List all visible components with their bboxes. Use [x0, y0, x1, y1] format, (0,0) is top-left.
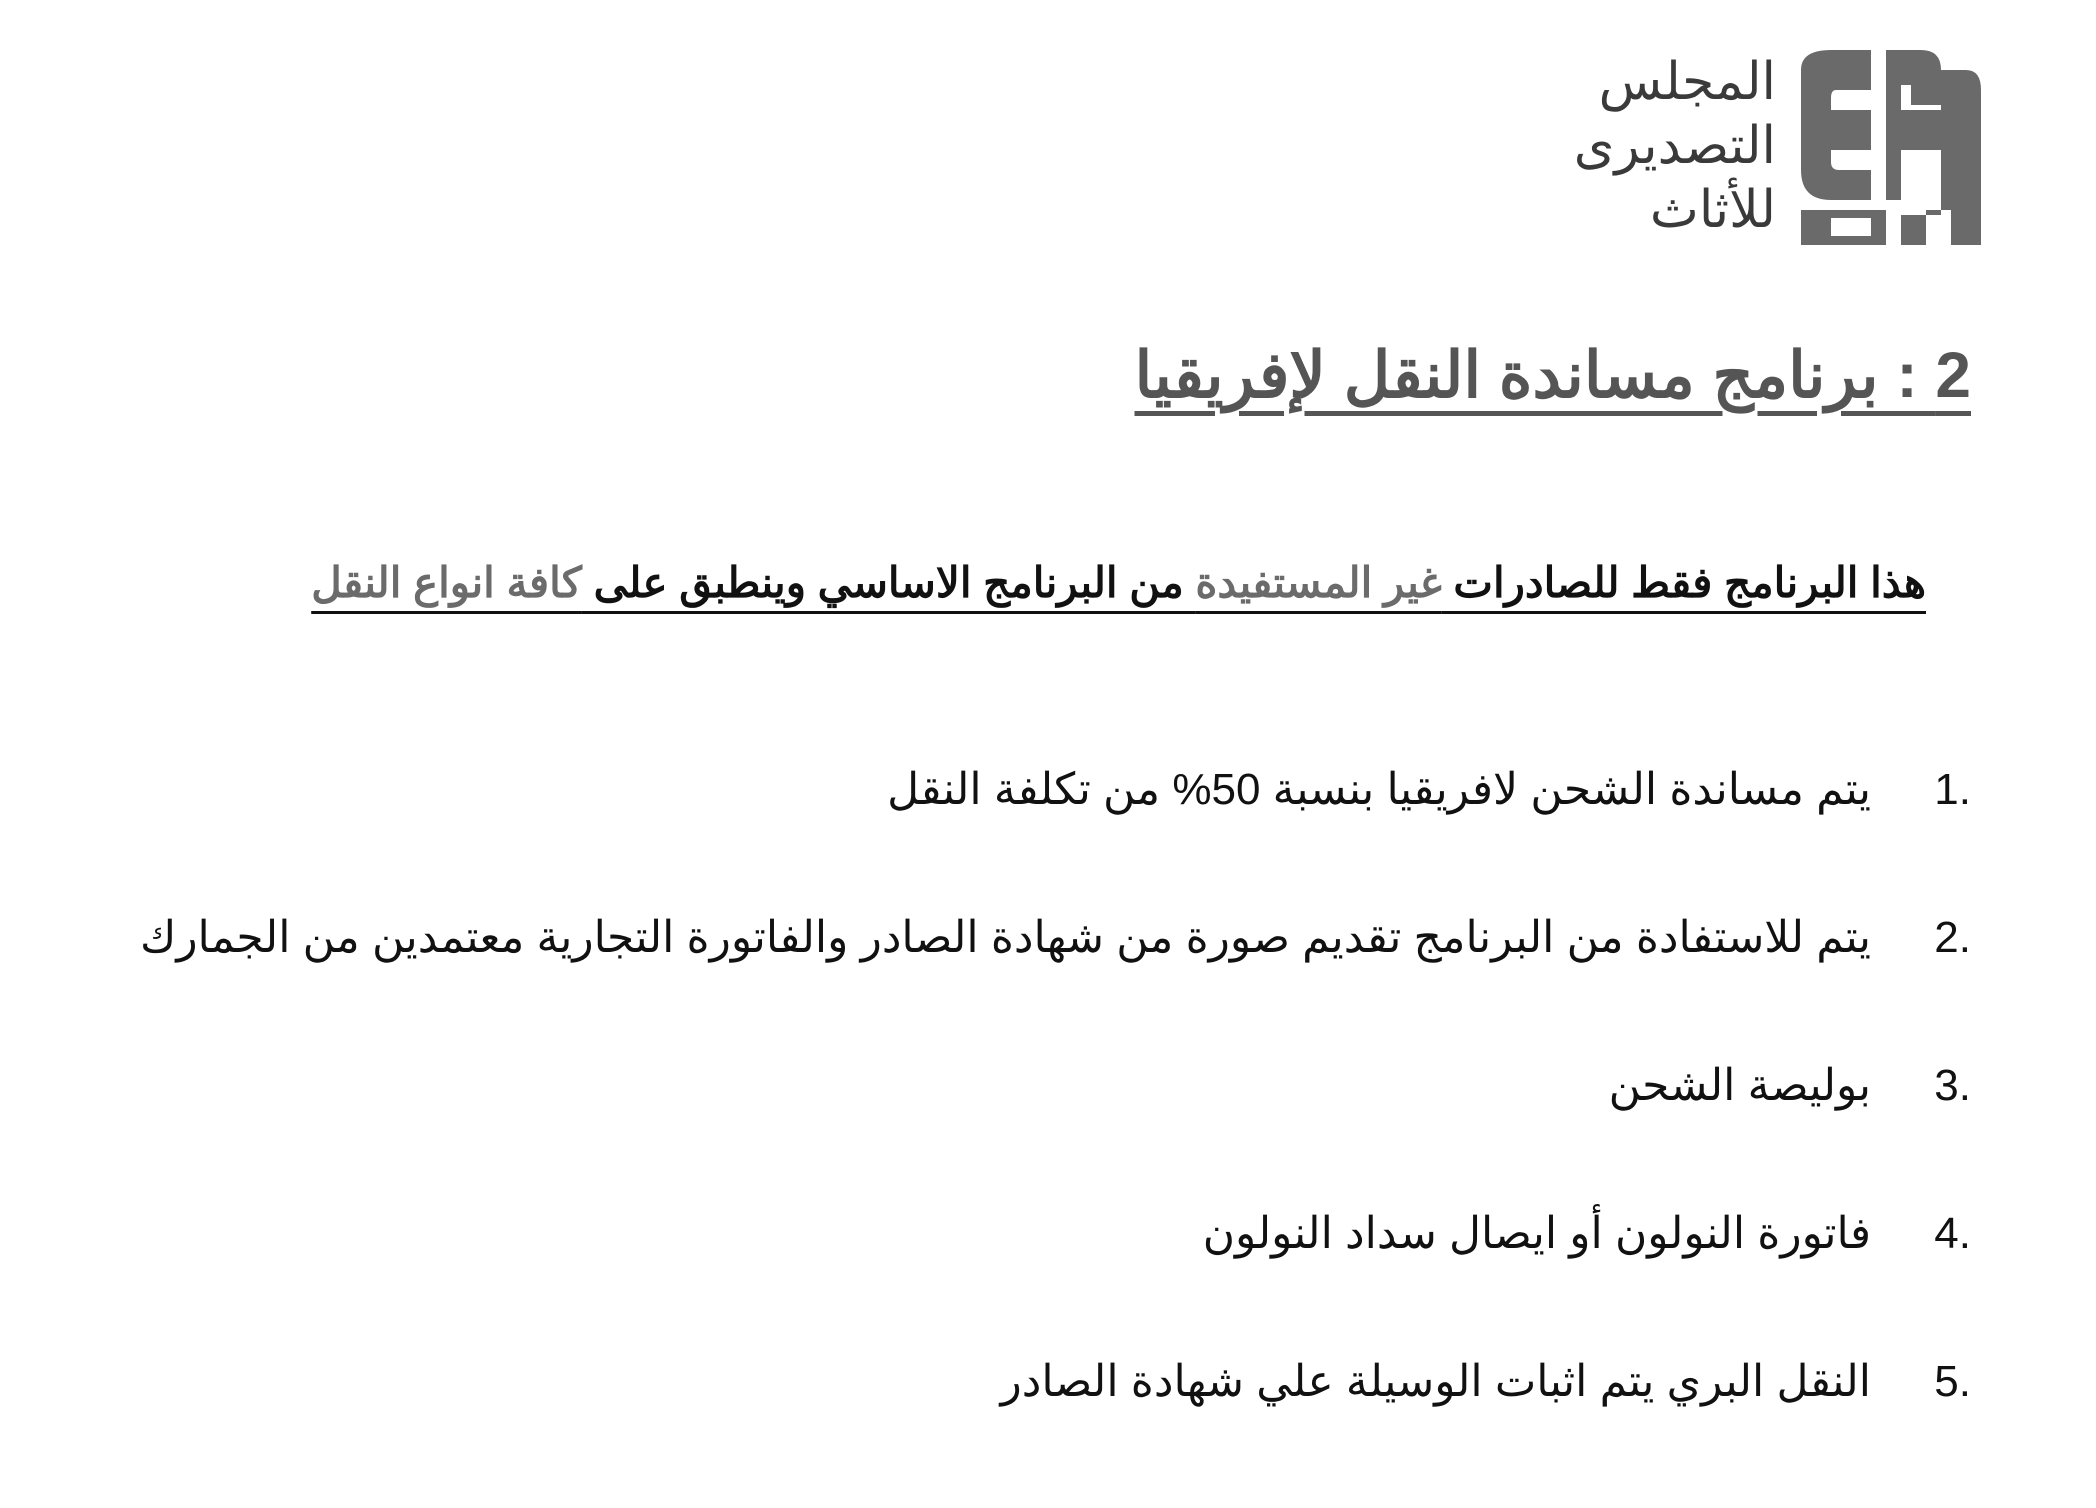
intro-part-3: من البرنامج الاساسي وينطبق على [581, 559, 1196, 606]
logo-wordmark [1476, 50, 1776, 245]
list-item-number: 1. [1934, 765, 1971, 814]
logo-line-1: المجلس [1598, 52, 1776, 112]
list-item-text: فاتورة النولون أو ايصال سداد النولون [1202, 1209, 1871, 1258]
intro-part-1: هذا البرنامج فقط للصادرات [1441, 559, 1926, 606]
list-item [71, 908, 1971, 1056]
logo-line-3: للأثاث [1649, 180, 1776, 240]
list-item-text: يتم مساندة الشحن لافريقيا بنسبة 50% من تكلفة النقل [887, 765, 1871, 814]
list-item-number: 2. [1934, 913, 1971, 962]
efec-logo-icon [1791, 50, 1981, 245]
list-item [71, 1056, 1971, 1204]
list-item [71, 1204, 1971, 1352]
intro-part-4: كافة انواع النقل [311, 559, 582, 606]
list-item [71, 1352, 1971, 1500]
list-item-number: 5. [1934, 1357, 1971, 1406]
intro-part-2: غير المستفيدة [1195, 559, 1442, 606]
intro-statement [311, 555, 1926, 611]
page-title: 2 : برنامج مساندة النقل لإفريقيا [1134, 339, 1971, 411]
list-item-text: النقل البري يتم اثبات الوسيلة علي شهادة الصادر [1000, 1357, 1871, 1406]
logo [1476, 50, 1981, 245]
list-item-number: 3. [1934, 1061, 1971, 1110]
list-item-text: بوليصة الشحن [1608, 1061, 1871, 1110]
list-item-number: 4. [1934, 1209, 1971, 1258]
requirements-list [71, 760, 1971, 1500]
list-item [71, 760, 1971, 908]
logo-line-2: التصديرى [1573, 116, 1776, 176]
list-item-text: يتم للاستفادة من البرنامج تقديم صورة من شهادة الصادر والفاتورة التجارية معتمدين من الجمارك [140, 913, 1871, 962]
